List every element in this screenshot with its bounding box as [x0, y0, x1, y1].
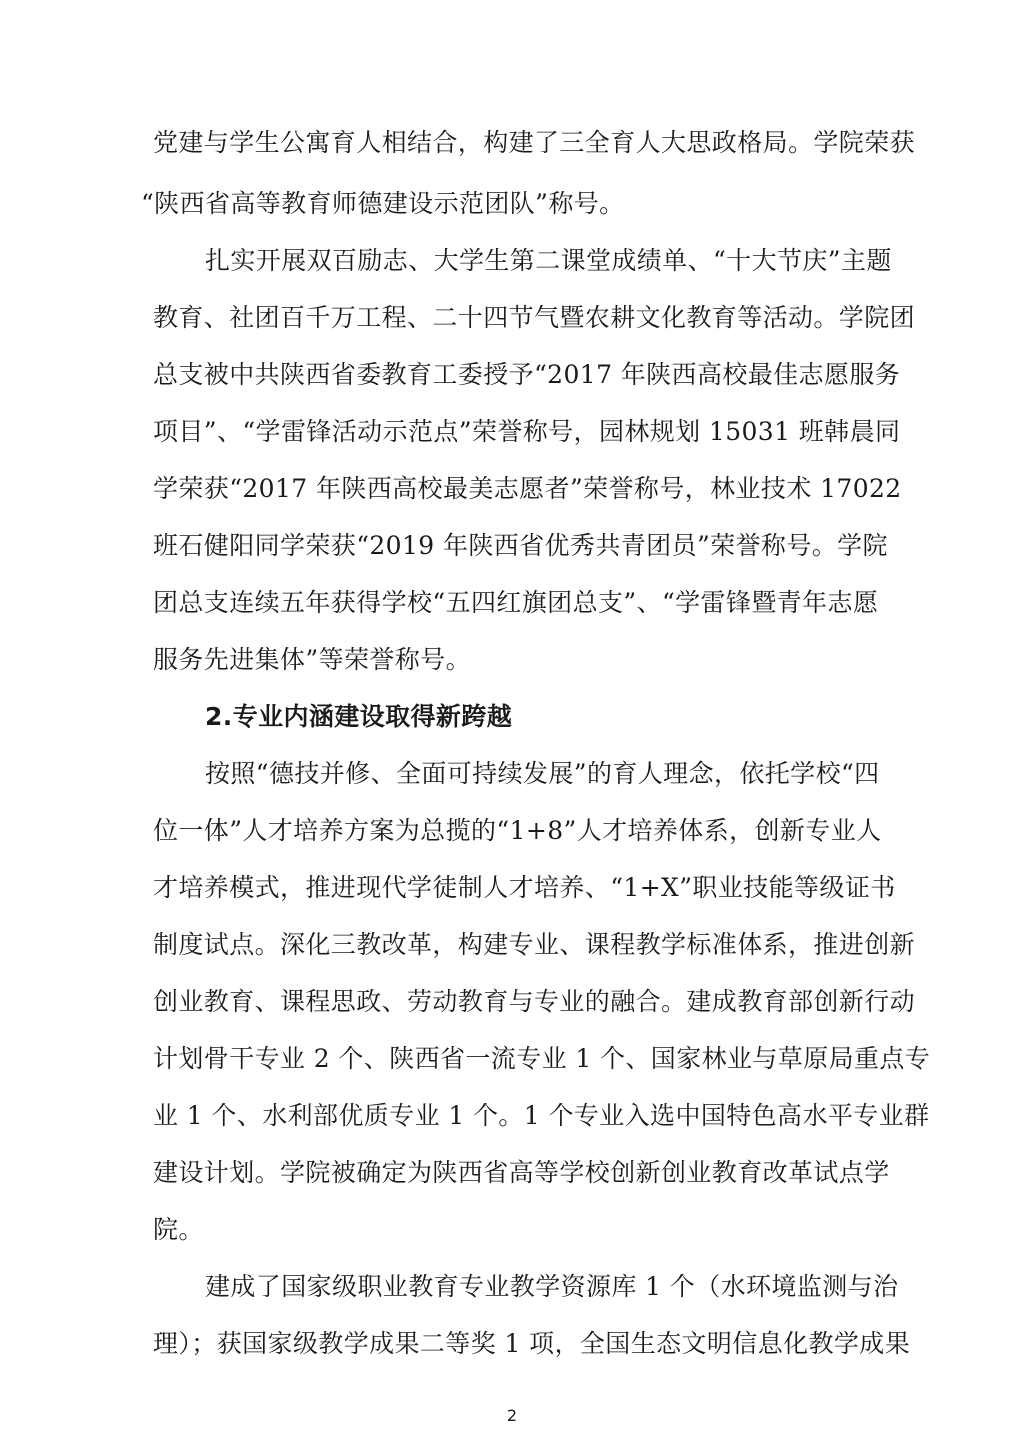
text-line: 理）；获国家级教学成果二等奖 1 项，全国生态文明信息化教学成果 [153, 1329, 911, 1358]
text-line: 项目”、“学雷锋活动示范点”荣誉称号，园林规划 15031 班韩晨同 [153, 417, 901, 446]
text-line: 总支被中共陕西省委教育工委授予“2017 年陕西高校最佳志愿服务 [153, 360, 901, 389]
text-line: 建成了国家级职业教育专业教学资源库 1 个（水环境监测与治 [205, 1272, 899, 1301]
text-line: 服务先进集体”等荣誉称号。 [153, 645, 471, 674]
text-line: 扎实开展双百励志、大学生第二课堂成绩单、“十大节庆”主题 [205, 246, 892, 275]
text-line: 计划骨干专业 2 个、陕西省一流专业 1 个、国家林业与草原局重点专 [153, 1044, 931, 1073]
text-line: 建设计划。学院被确定为陕西省高等学校创新创业教育改革试点学 [153, 1158, 890, 1187]
text-line: 团总支连续五年获得学校“五四红旗团总支”、“学雷锋暨青年志愿 [153, 588, 879, 617]
text-line: 学荣获“2017 年陕西高校最美志愿者”荣誉称号，林业技术 17022 [153, 474, 902, 503]
page-number: 2 [506, 1406, 518, 1425]
text-line: 按照“德技并修、全面可持续发展”的育人理念，依托学校“四 [205, 759, 880, 788]
text-line: 才培养模式，推进现代学徒制人才培养、“1+X”职业技能等级证书 [153, 873, 896, 902]
text-line: 业 1 个、水利部优质专业 1 个。1 个专业入选中国特色高水平专业群 [153, 1101, 930, 1130]
text-line: 位一体”人才培养方案为总揽的“1+8”人才培养体系，创新专业人 [153, 816, 882, 845]
text-line: 班石健阳同学荣获“2019 年陕西省优秀共青团员”荣誉称号。学院 [153, 531, 888, 560]
text-line: 教育、社团百千万工程、二十四节气暨农耕文化教育等活动。学院团 [153, 303, 916, 332]
text-line: 制度试点。深化三教改革，构建专业、课程教学标准体系，推进创新 [153, 930, 916, 959]
section-heading: 2.专业内涵建设取得新跨越 [205, 702, 513, 731]
text-line: 党建与学生公寓育人相结合，构建了三全育人大思政格局。学院荣获 [153, 128, 916, 157]
text-line: “陕西省高等教育师德建设示范团队”称号。 [141, 189, 625, 218]
text-line: 创业教育、课程思政、劳动教育与专业的融合。建成教育部创新行动 [153, 987, 916, 1016]
text-line: 院。 [153, 1215, 204, 1244]
